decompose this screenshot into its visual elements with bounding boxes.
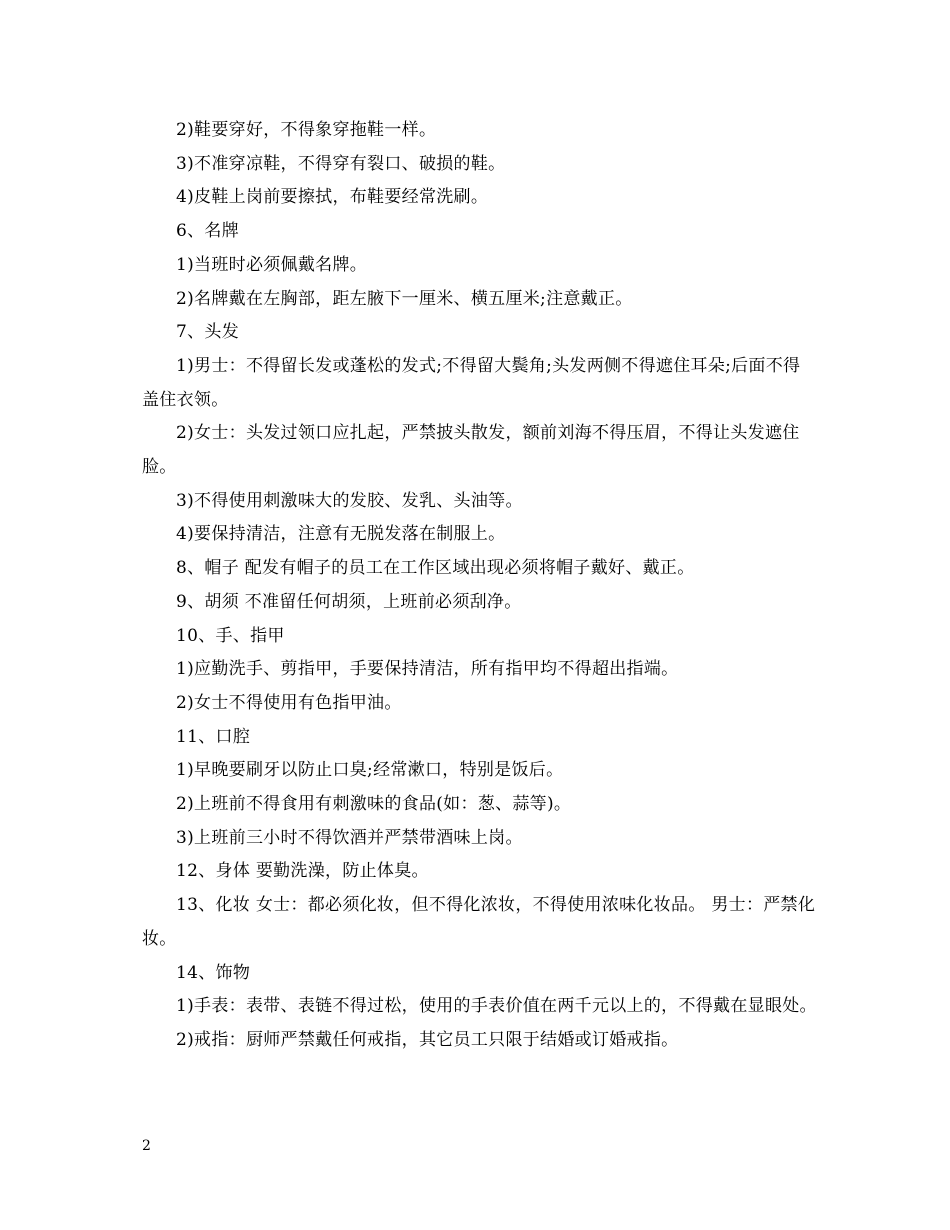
section-heading: 12、身体 要勤洗澡，防止体臭。 (176, 861, 429, 882)
paragraph: 1)男士：不得留长发或蓬松的发式;不得留大鬓角;头发两侧不得遮住耳朵;后面不得盖住衣领。 (142, 355, 801, 410)
paragraph: 2)上班前不得食用有刺激味的食品(如：葱、蒜等)。 (176, 794, 572, 815)
document-body (142, 114, 817, 1058)
paragraph: 2)戒指：厨师严禁戴任何戒指，其它员工只限于结婚或订婚戒指。 (176, 1029, 679, 1050)
paragraph: 1)应勤洗手、剪指甲，手要保持清洁，所有指甲均不得超出指端。 (176, 659, 679, 680)
paragraph: 4)要保持清洁，注意有无脱发落在制服上。 (176, 524, 506, 545)
paragraph: 1)早晚要刷牙以防止口臭;经常漱口，特别是饭后。 (176, 760, 564, 781)
paragraph: 3)不得使用刺激味大的发胶、发乳、头油等。 (176, 490, 523, 511)
section-heading: 8、帽子 配发有帽子的员工在工作区域出现必须将帽子戴好、戴正。 (176, 558, 695, 579)
page-number: 2 (142, 1138, 151, 1154)
paragraph: 2)鞋要穿好，不得象穿拖鞋一样。 (176, 120, 437, 140)
paragraph: 4)皮鞋上岗前要擦拭，布鞋要经常洗刷。 (176, 187, 489, 208)
paragraph: 2)名牌戴在左胸部，距左腋下一厘米、横五厘米;注意戴正。 (176, 288, 633, 309)
section-heading: 6、名牌 (176, 221, 240, 242)
paragraph: 2)女士不得使用有色指甲油。 (176, 692, 402, 713)
paragraph: 3)不准穿凉鞋，不得穿有裂口、破损的鞋。 (176, 153, 506, 174)
section-heading: 11、口腔 (176, 726, 251, 747)
paragraph: 1)当班时必须佩戴名牌。 (176, 254, 368, 275)
paragraph: 2)女士：头发过领口应扎起，严禁披头散发，额前刘海不得压眉，不得让头发遮住脸。 (142, 423, 800, 478)
section-heading: 13、化妆 女士：都必须化妆，但不得化浓妆，不得使用浓味化妆品。 男士：严禁化妆。 (142, 895, 816, 949)
section-heading: 10、手、指甲 (176, 625, 285, 646)
section-heading: 9、胡须 不准留任何胡须，上班前必须刮净。 (176, 591, 522, 612)
section-heading: 14、饰物 (176, 962, 251, 983)
section-heading: 7、头发 (176, 322, 240, 343)
paragraph: 1)手表：表带、表链不得过松，使用的手表价值在两千元以上的，不得戴在显眼处。 (176, 996, 817, 1017)
paragraph: 3)上班前三小时不得饮酒并严禁带酒味上岗。 (176, 827, 523, 848)
